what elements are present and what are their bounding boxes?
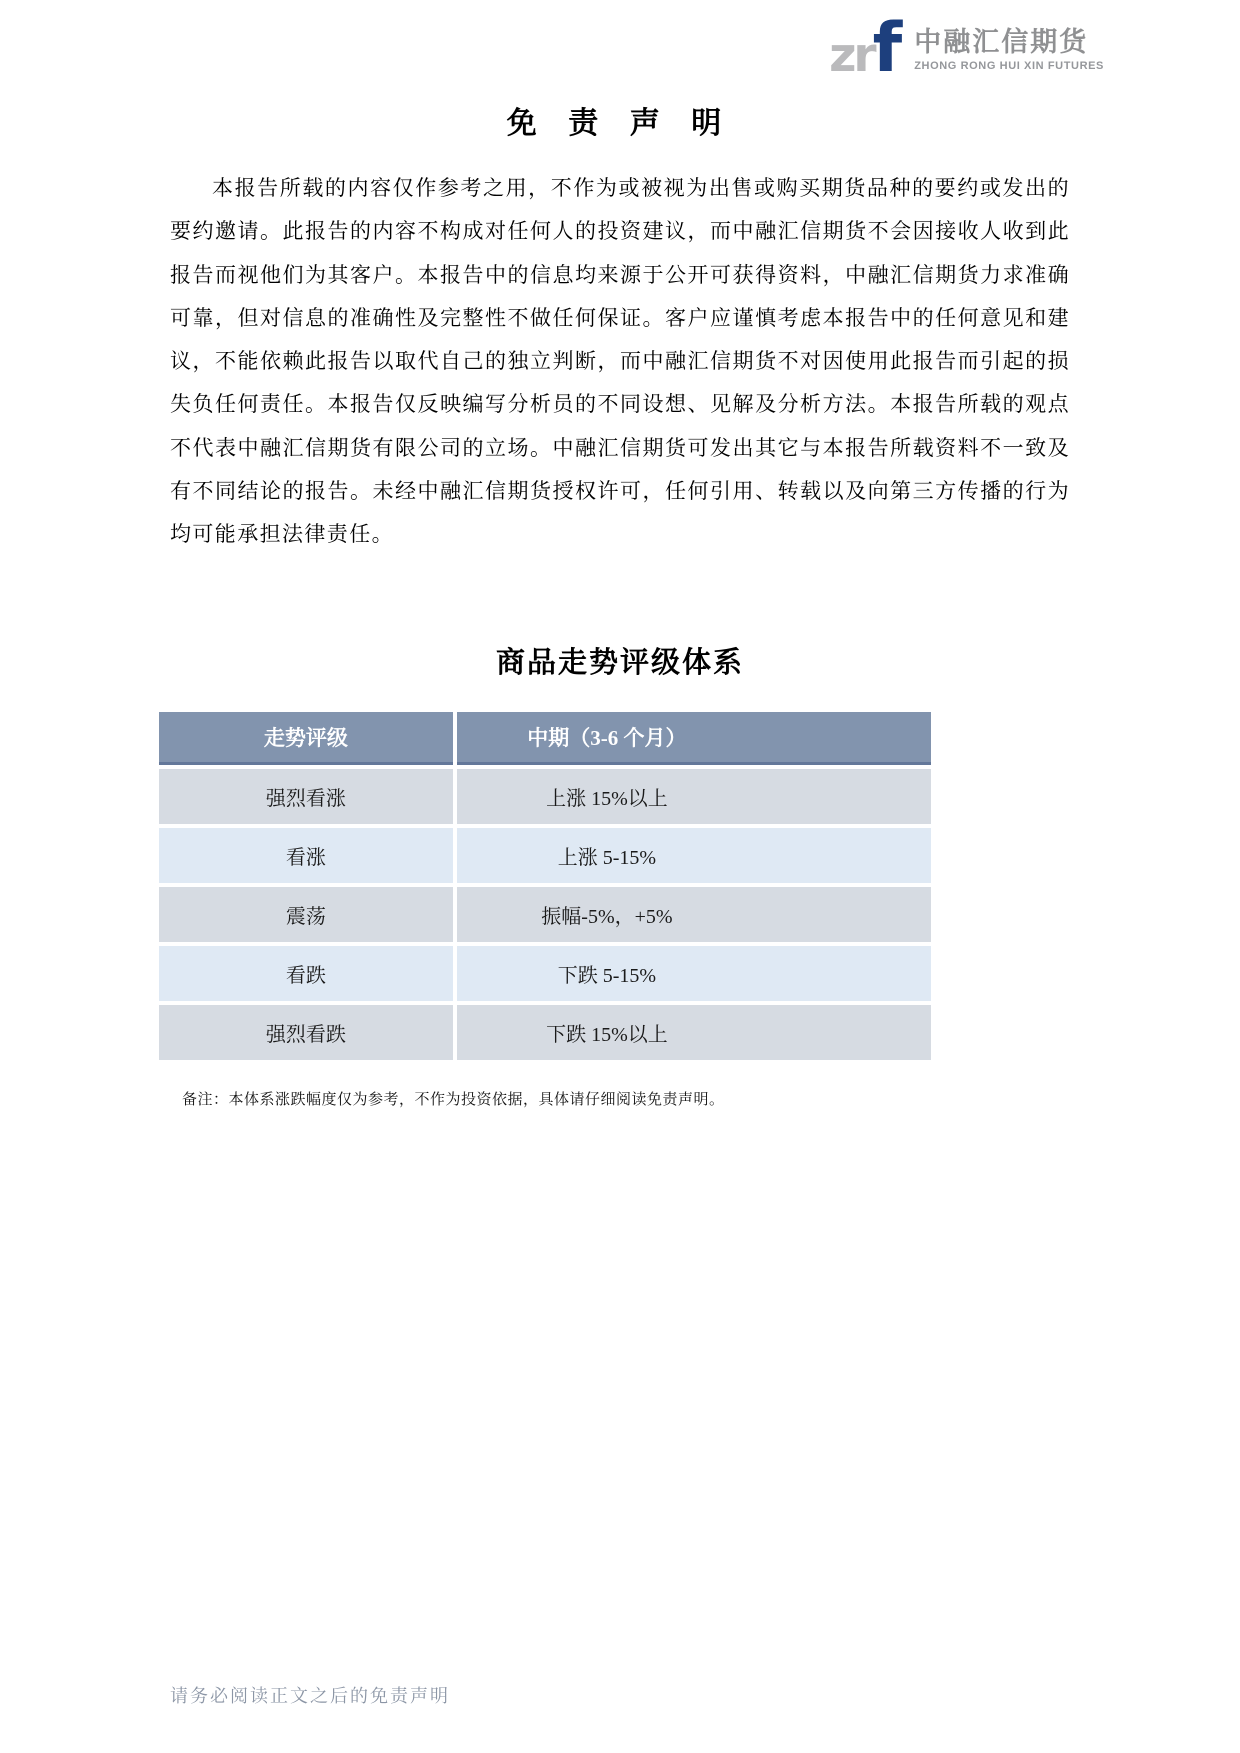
rating-cell: 下跌 5-15% [457, 946, 931, 1001]
page-title: 免 责 声 明 [506, 107, 734, 140]
disclaimer-paragraph: 本报告所载的内容仅作参考之用，不作为或被视为出售或购买期货品种的要约或发出的要约邀请。此报告的内容不构成对任何人的投资建议，而中融汇信期货不会因接收人收到此报告而视他们为其客户。本报告中的信息均来源于公开可获得资料，中融汇信期货力求准确可靠，但对信息的准确性及完整性不做任何保证。客户应谨慎考虑本报告中的任何意见和建议，不能依赖此报告以取代自己的独立判断，而中融汇信期货不对因使用此报告而引起的损失负任何责任。本报告仅反映编写分析员的不同设想、见解及分析方法。本报告所载的观点不代表中融汇信期货有限公司的立场。中融汇信期货可发出其它与本报告所载资料不一致及有不同结论的报告。未经中融汇信期货授权许可，任何引用、转载以及向第三方传播的行为均可能承担法律责任。 [170, 176, 1070, 547]
company-name-en: ZHONG RONG HUI XIN FUTURES [914, 60, 1104, 73]
rating-cell: 看涨 [159, 828, 453, 883]
rating-table-note: 备注：本体系涨跌幅度仅为参考，不作为投资依据，具体请仔细阅读免责声明。 [182, 1092, 725, 1108]
rating-cell: 振幅-5%，+5% [457, 887, 931, 942]
rating-table-header-row [159, 712, 931, 765]
rating-section-title: 商品走势评级体系 [495, 647, 744, 679]
rating-cell: 上涨 15%以上 [457, 769, 931, 824]
rating-column-header-trend: 走势评级 [159, 712, 453, 765]
table-row [159, 769, 931, 824]
table-row [159, 887, 931, 942]
rating-cell: 强烈看跌 [159, 1005, 453, 1060]
logo-text-block [914, 29, 1104, 76]
company-logo [829, 9, 1104, 88]
footer-disclaimer-reminder: 请务必阅读正文之后的免责声明 [170, 1686, 450, 1706]
rating-cell: 看跌 [159, 946, 453, 1001]
table-row [159, 1005, 931, 1060]
table-row [159, 828, 931, 883]
rating-cell: 震荡 [159, 887, 453, 942]
logo-monogram [829, 9, 903, 88]
rating-cell: 下跌 15%以上 [457, 1005, 931, 1060]
company-name-cn: 中融汇信期货 [914, 27, 1089, 58]
rating-cell: 强烈看涨 [159, 769, 453, 824]
table-row [159, 946, 931, 1001]
rating-cell: 上涨 5-15% [457, 828, 931, 883]
rating-table [155, 708, 935, 1064]
logo-monogram-zr: zr [829, 28, 874, 83]
logo-monogram-f: f [872, 9, 903, 88]
rating-column-header-midterm: 中期（3-6 个月） [457, 712, 931, 765]
